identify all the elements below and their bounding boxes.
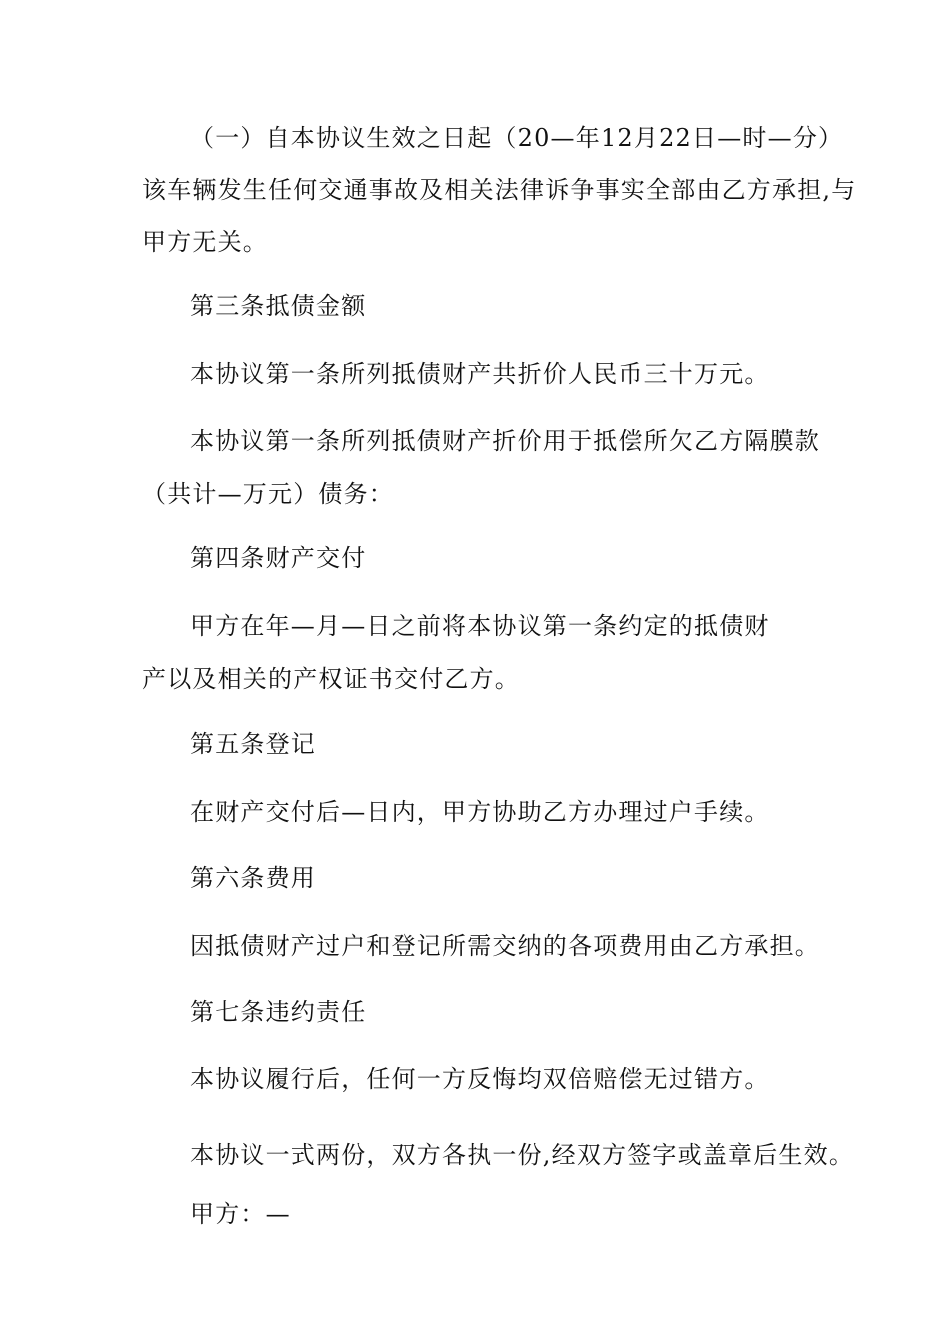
para-3-line-1: 本协议第一条所列抵债财产共折价人民币三十万元。 bbox=[190, 360, 770, 388]
section-heading-6: 第六条费用 bbox=[190, 864, 316, 892]
para-1-line-1: （一）自本协议生效之日起（20—年12月22日—时—分） bbox=[190, 124, 844, 152]
section-heading-3: 第三条抵债金额 bbox=[190, 292, 367, 320]
para-6-line-1: 甲方在年—月—日之前将本协议第一条约定的抵债财 bbox=[190, 612, 770, 640]
para-4-line-1: 本协议第一条所列抵债财产折价用于抵偿所欠乙方隔膜款 bbox=[190, 427, 820, 455]
para-1-line-3: 甲方无关。 bbox=[142, 228, 268, 256]
para-4-line-2: （共计—万元）债务： bbox=[142, 480, 394, 508]
para-1-line-2: 该车辆发生任何交通事故及相关法律诉争事实全部由乙方承担,与 bbox=[142, 176, 857, 204]
party-a-signature-line: 甲方：— bbox=[190, 1200, 291, 1228]
section-heading-7: 第七条违约责任 bbox=[190, 998, 367, 1026]
para-10-line-1: 因抵债财产过户和登记所需交纳的各项费用由乙方承担。 bbox=[190, 932, 820, 960]
para-8-line-1: 在财产交付后—日内，甲方协助乙方办理过户手续。 bbox=[190, 798, 770, 826]
para-12-line-1: 本协议履行后，任何一方反悔均双倍赔偿无过错方。 bbox=[190, 1065, 770, 1093]
section-heading-4: 第四条财产交付 bbox=[190, 544, 367, 572]
section-heading-5: 第五条登记 bbox=[190, 730, 316, 758]
para-13-line-1: 本协议一式两份，双方各执一份,经双方签字或盖章后生效。 bbox=[190, 1141, 855, 1169]
para-6-line-2: 产以及相关的产权证书交付乙方。 bbox=[142, 665, 520, 693]
